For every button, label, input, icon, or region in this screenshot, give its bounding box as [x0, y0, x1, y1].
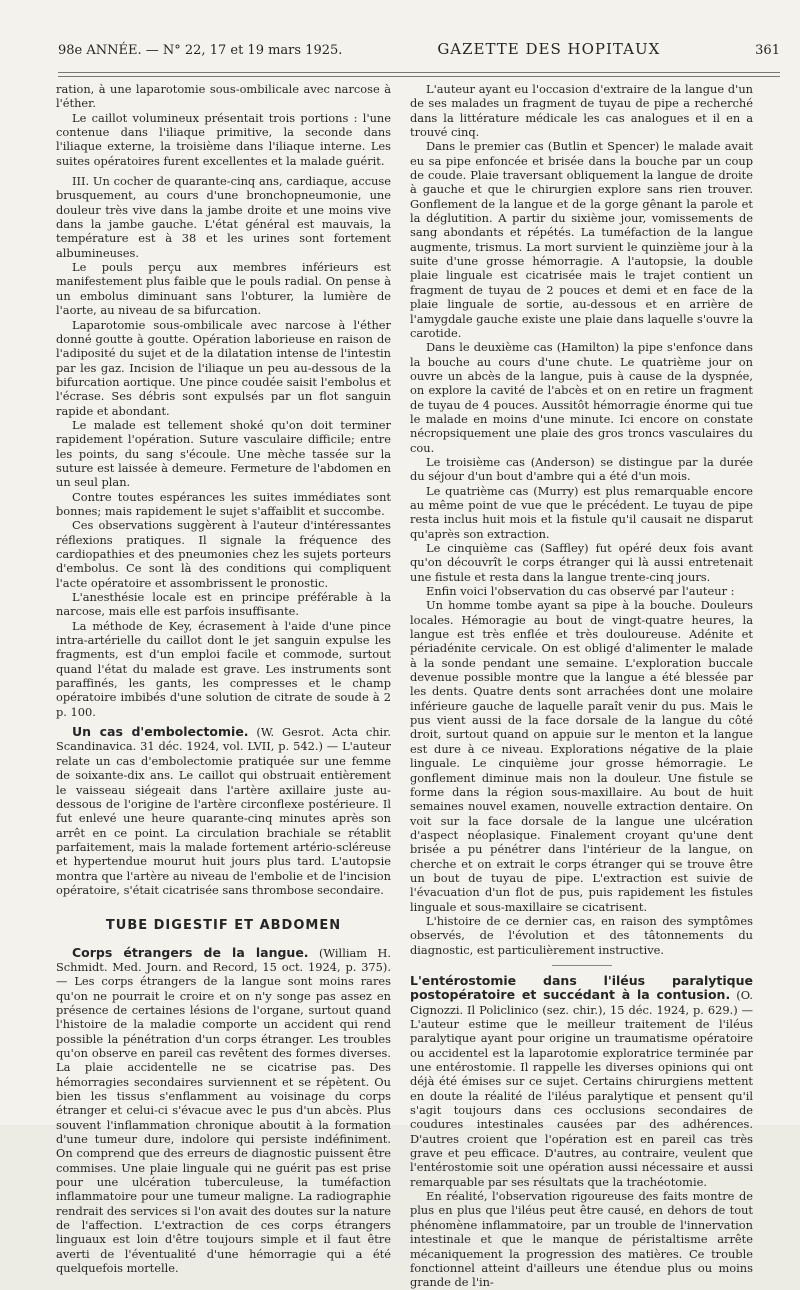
journal-title: GAZETTE DES HOPITAUX: [437, 40, 661, 58]
right-column: [410, 82, 753, 1290]
paragraph: Le quatrième cas (Murry) est plus remarquable encore au même point de vue que le précédent. Le tuyau de pipe resta inclus huit mois et la fistule qu'il causait ne disparut qu'après son extraction.: [410, 483, 753, 541]
issue-info: 98e ANNÉE. — N° 22, 17 et 19 mars 1925.: [58, 43, 343, 58]
paragraph: Laparotomie sous-ombilicale avec narcose à l'éther donné goutte à goutte. Opération laborieuse en raison de l'adiposité du sujet et de la dilatation intense de l'intestin par les gaz. Incision de l'iliaque un peu au-dessous de la bifurcation aortique. Une pince coudée saisit l'embolus et l'écrase. Ses débris sont expulsés par un flot sanguin rapide et abondant.: [56, 317, 391, 418]
article-reference: (O. Cignozzi. Il Policlinico (sez. chir.), 15 déc. 1924, p. 629.): [410, 988, 754, 1017]
paragraph: Le pouls perçu aux membres inférieurs est manifestement plus faible que le pouls radial. On pense à un embolus diminuant sans l'obturer, la lumière de l'aorte, au niveau de sa bifurcation.: [56, 260, 391, 318]
paragraph: III. Un cocher de quarante-cinq ans, cardiaque, accuse brusquement, au cours d'une bronchopneumonie, une douleur très vive dans la jambe droite et une moins vive dans la jambe gauche. L'état général est mauvais, la température est à 38 et les urines sont fortement albumineuses.: [56, 174, 391, 260]
paragraph: Un homme tombe ayant sa pipe à la bouche. Douleurs locales. Hémoragie au bout de vingt-quatre heures, la langue est très enflée et très douloureuse. Adénite et périadénite cervicale. On est obligé d'alimenter le malade à la sonde pendant une semaine. L'exploration buccale devenue possible montre que la langue a été blessée par les dents. Quatre dents sont arrachées dont une molaire inférieure gauche de laquelle paraît venir du pus. Mais le pus vient aussi de la face dorsale de la langue du côté droit, surtout quand on appuie sur le menton et la langue est dure à ce niveau. Explorations négative de la plaie linguale. Le cinquième jour grosse hémorragie. Le gonflement diminue mais non la douleur. Une fistule se forme dans la région sous-maxillaire. Au bout de huit semaines nouvel examen, nouvelle extraction dentaire. On voit sur la face dorsale de la langue une ulcération d'aspect néoplasique. Finalement croyant qu'une dent brisée a pu pénétrer dans l'intérieur de la langue, on cherche et on extrait le corps étranger qui se trouve être un bout de tuyau de pipe. L'extraction est suivie de l'évacuation d'un flot de pus, puis rapidement les fistules linguale et sous-maxillaire se cicatrisent.: [410, 598, 753, 914]
article-title: L'entérostomie dans l'iléus paralytique postopératoire et succédant à la contusion.: [410, 972, 753, 1003]
paragraph: En réalité, l'observation rigoureuse des faits montre de plus en plus que l'iléus peut être causé, en dehors de tout phénomène inflammatoire, par un trouble de l'innervation intestinale et que le manque de péristaltisme arrête mécaniquement la progression des matières. Ce trouble fonctionnel atteint d'ailleurs une étendue plus ou moins grande de l'in-: [410, 1189, 753, 1290]
article-enterostomie: [410, 974, 753, 1189]
article-reference: (W. Gesrot. Acta chir. Scandinavica. 31 déc. 1924, vol. LVII, p. 542.): [56, 725, 391, 754]
article-corps-etrangers: [56, 946, 391, 1276]
article-embolectomie: [56, 725, 391, 897]
paragraph: Enfin voici l'observation du cas observé par l'auteur :: [426, 584, 735, 599]
separator-rule: [552, 965, 612, 966]
article-body: — L'auteur estime que le meilleur traitement de l'iléus paralytique ayant pour origine un traumatisme opératoire ou accidentel est la laparotomie exploratrice terminée par une entérostomie. Il rappelle les diverses opinions qui ont déjà été émises sur ce sujet. Certains chirurgiens mettent en doute la réalité de l'iléus paralytique et pensent qu'il s'agit toujours dans ces occlusions secondaires de coudures intestinales causées par des adhérences. D'autres croient que l'opération est en pareil cas très grave et peu efficace. D'autres, au contraire, veulent que l'entérostomie soit une opération aussi nécessaire et aussi remarquable par ses résultats que la trachéotomie.: [410, 1002, 754, 1189]
article-reference: (William H. Schmidt. Med. Journ. and Record, 15 oct. 1924, p. 375).: [56, 945, 391, 974]
paragraph: Le cinquième cas (Saffley) fut opéré deux fois avant qu'on découvrît le corps étranger qui là aussi entretenait une fistule et resta dans la langue trente-cinq jours.: [410, 541, 753, 584]
paragraph: Le malade est tellement shoké qu'on doit terminer rapidement l'opération. Suture vasculaire difficile; entre les points, du sang s'écoule. Une mèche tassée sur la suture est laissée à demeure. Fermeture de l'abdomen en un seul plan.: [56, 417, 391, 490]
section-heading: TUBE DIGESTIF ET ABDOMEN: [105, 918, 342, 934]
article-body: — L'auteur relate un cas d'embolectomie pratiquée sur une femme de soixante-dix ans. Le caillot qui obstruait entièrement le vaisseau siégeait dans l'artère axillaire juste au-dessous de l'origine de l'artère circonflexe postérieure. Il fut enlevé une heure quarante-cinq minutes après son arrêt en ce point. La circulation brachiale se rétablit parfaitement, mais la malade fortement artério-scléreuse et hypertendue mourut huit jours plus tard. L'autopsie montra que l'artère au niveau de l'embolie et de l'incision opératoire, s'était cicatrisée sans thrombose secondaire.: [56, 739, 391, 897]
paragraph: Dans le deuxième cas (Hamilton) la pipe s'enfonce dans la bouche au cours d'une chute. Le quatrième jour on ouvre un abcès de la langue, puis à cause de la dyspnée, on explore la cavité de l'abcès et on en retire un fragment de tuyau de 4 pouces. Aussitôt hémorragie énorme qui tue le malade en moins d'une minute. Ici encore on constate nécropsiquement une plaie des gros troncs vasculaires du cou.: [410, 340, 753, 455]
article-title: Corps étrangers de la langue.: [72, 944, 309, 960]
running-header: [58, 40, 780, 62]
paragraph: L'anesthésie locale est en principe préférable à la narcose, mais elle est parfois insuffisante.: [56, 590, 391, 619]
paragraph: Dans le premier cas (Butlin et Spencer) le malade avait eu sa pipe enfoncée et brisée dans la bouche par un coup de coude. Plaie traversant obliquement la langue de droite à gauche et que le chirurgien explore sans rien trouver. Gonflement de la langue et de la gorge gênant la parole et la déglutition. A partir du sixième jour, vomissements de sang abondants et répétés. La tuméfaction de la langue augmente, trismus. La mort survient le quinzième jour à la suite d'une grosse hémorragie. A l'autopsie, la double plaie linguale est cicatrisée mais le trajet contient un fragment de tuyau de 2 pouces et demi et en face de la plaie linguale de sortie, au-dessous et en arrière de l'amygdale gauche existe une plaie dans laquelle s'ouvre la carotide.: [410, 139, 753, 340]
header-rule: [58, 72, 780, 73]
paragraph: Ces observations suggèrent à l'auteur d'intéressantes réflexions pratiques. Il signale la fréquence des cardiopathies et des pneumonies chez les sujets porteurs d'embolus. Ce sont là des conditions qui compliquent l'acte opératoire et assombrissent le pronostic.: [56, 518, 391, 590]
paragraph: L'auteur ayant eu l'occasion d'extraire de la langue d'un de ses malades un fragment de tuyau de pipe a recherché dans la littérature médicale les cas analogues et il en a trouvé cinq.: [410, 82, 753, 140]
header-rule-second: [58, 76, 780, 77]
article-body: — Les corps étrangers de la langue sont moins rares qu'on ne pourrait le croire et on n'y songe pas assez en présence de certaines lésions de l'organe, surtout quand l'histoire de la maladie comporte un accident qui rend possible la pénétration d'un corps étranger. Les troubles qu'on observe en pareil cas revêtent des formes diverses. La plaie accidentelle ne se cicatrise pas. Des hémorragies secondaires surviennent et se répètent. Ou bien les tissus s'enflamment au voisinage du corps étranger et celui-ci s'évacue avec le pus d'un abcès. Plus souvent l'inflammation chronique aboutit à la formation d'une tumeur dure, indolore qui persiste indéfiniment. On comprend que des erreurs de diagnostic puissent être commises. Une plaie linguale qui ne guérit pas est prise pour une ulcération tuberculeuse, la tuméfaction inflammatoire pour une tumeur maligne. La radiographie rendrait des services si l'on avait des doutes sur la nature de l'affection. L'extraction de ces corps étrangers linguaux est loin d'être toujours simple et il faut être averti de l'éventualité d'une hémorragie qui a été quelquefois mortelle.: [56, 974, 391, 1276]
page-number: 361: [755, 43, 780, 58]
paragraph: Contre toutes espérances les suites immédiates sont bonnes; mais rapidement le sujet s'affaiblit et succombe.: [56, 489, 391, 518]
paragraph: La méthode de Key, écrasement à l'aide d'une pince intra-artérielle du caillot dont le jet sanguin expulse les fragments, est d'un emploi facile et commode, surtout quand l'état du malade est grave. Les instruments sont paraffinés, les gants, les compresses et le champ opératoire imbibés d'une solution de citrate de soude à 2 p. 100.: [56, 618, 391, 719]
paragraph: L'histoire de ce dernier cas, en raison des symptômes observés, de l'évolution et des tâtonnements du diagnostic, est particulièrement instructive.: [410, 913, 753, 957]
paragraph: ration, à une laparotomie sous-ombilicale avec narcose à l'éther.: [56, 82, 391, 111]
article-title: Un cas d'embolectomie.: [72, 724, 249, 740]
paragraph: Le troisième cas (Anderson) se distingue par la durée du séjour d'un bout d'ambre qui a été d'un mois.: [410, 454, 753, 484]
left-column: [56, 82, 391, 1276]
paragraph: Le caillot volumineux présentait trois portions : l'une contenue dans l'iliaque primitive, la seconde dans l'iliaque externe, la troisième dans l'iliaque interne. Les suites opératoires furent excellentes et la malade guérit.: [56, 110, 391, 168]
